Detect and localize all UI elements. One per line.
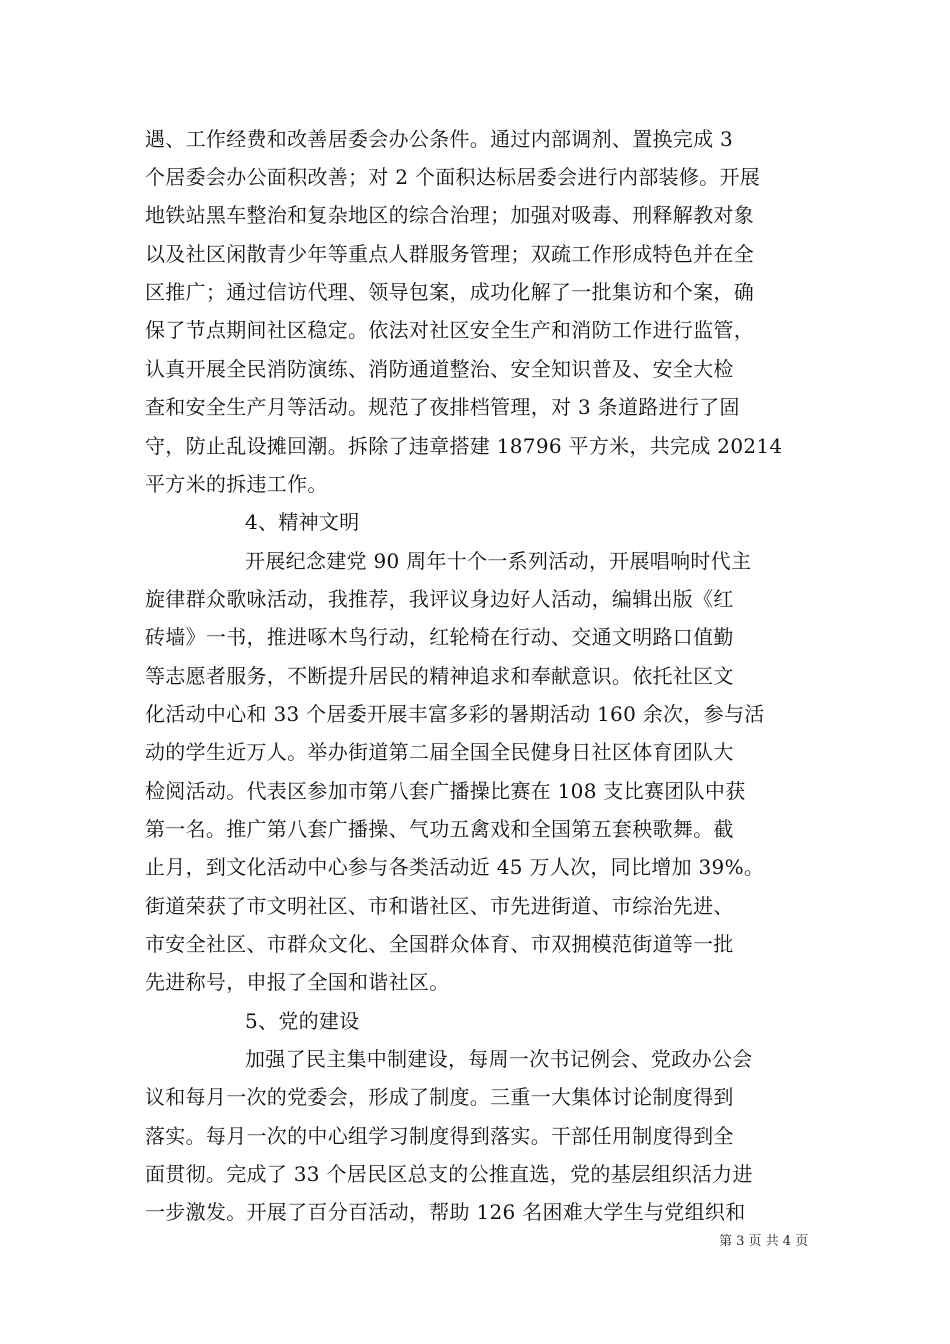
text-line: 认真开展全民消防演练、消防通道整治、安全知识普及、安全大检 <box>145 357 734 381</box>
text-line: 查和安全生产月等活动。规范了夜排档管理，对 3 条道路进行了固 <box>145 395 740 419</box>
text-line: 守，防止乱设摊回潮。拆除了违章搭建 18796 平方米，共完成 20214 <box>145 434 783 458</box>
text-line: 止月，到文化活动中心参与各类活动近 45 万人次，同比增加 39%。 <box>145 855 765 879</box>
text-line: 开展纪念建党 90 周年十个一系列活动，开展唱响时代主 <box>245 549 752 573</box>
text-line: 加强了民主集中制建设，每周一次书记例会、党政办公会 <box>245 1047 753 1071</box>
text-line: 动的学生近万人。举办街道第二届全国全民健身日社区体育团队大 <box>145 740 734 764</box>
text-line: 一步激发。开展了百分百活动，帮助 126 名困难大学生与党组织和 <box>145 1200 746 1224</box>
page-number: 第 3 页 共 4 页 <box>719 1234 809 1249</box>
text-line: 地铁站黑车整治和复杂地区的综合治理；加强对吸毒、刑释解教对象 <box>145 203 754 227</box>
text-line: 检阅活动。代表区参加市第八套广播操比赛在 108 支比赛团队中获 <box>145 779 746 803</box>
text-line: 面贯彻。完成了 33 个居民区总支的公推直选，党的基层组织活力进 <box>145 1162 753 1186</box>
text-line: 落实。每月一次的中心组学习制度得到落实。干部任用制度得到全 <box>145 1124 734 1148</box>
text-line: 旋律群众歌咏活动，我推荐，我评议身边好人活动，编辑出版《红 <box>145 587 734 611</box>
text-line: 市安全社区、市群众文化、全国群众体育、市双拥模范街道等一批 <box>145 932 734 956</box>
text-line: 区推广；通过信访代理、领导包案，成功化解了一批集访和个案，确 <box>145 280 754 304</box>
section-heading: 5、党的建设 <box>245 1009 360 1033</box>
text-line: 保了节点期间社区稳定。依法对社区安全生产和消防工作进行监管， <box>145 318 754 342</box>
text-line: 平方米的拆违工作。 <box>145 472 328 496</box>
text-line: 街道荣获了市文明社区、市和谐社区、市先进街道、市综治先进、 <box>145 894 734 918</box>
section-heading: 4、精神文明 <box>245 510 360 534</box>
text-line: 先进称号，申报了全国和谐社区。 <box>145 970 450 994</box>
text-line: 等志愿者服务，不断提升居民的精神追求和奉献意识。依托社区文 <box>145 664 734 688</box>
text-line: 遇、工作经费和改善居委会办公条件。通过内部调剂、置换完成 3 <box>145 127 734 151</box>
text-line: 化活动中心和 33 个居委开展丰富多彩的暑期活动 160 余次，参与活 <box>145 702 765 726</box>
text-line: 以及社区闲散青少年等重点人群服务管理；双疏工作形成特色并在全 <box>145 242 754 266</box>
text-line: 第一名。推广第八套广播操、气功五禽戏和全国第五套秧歌舞。截 <box>145 817 734 841</box>
text-line: 个居委会办公面积改善；对 2 个面积达标居委会进行内部装修。开展 <box>145 165 761 189</box>
text-line: 砖墙》一书，推进啄木鸟行动，红轮椅在行动、交通文明路口值勤 <box>145 625 734 649</box>
text-line: 议和每月一次的党委会，形成了制度。三重一大集体讨论制度得到 <box>145 1085 734 1109</box>
